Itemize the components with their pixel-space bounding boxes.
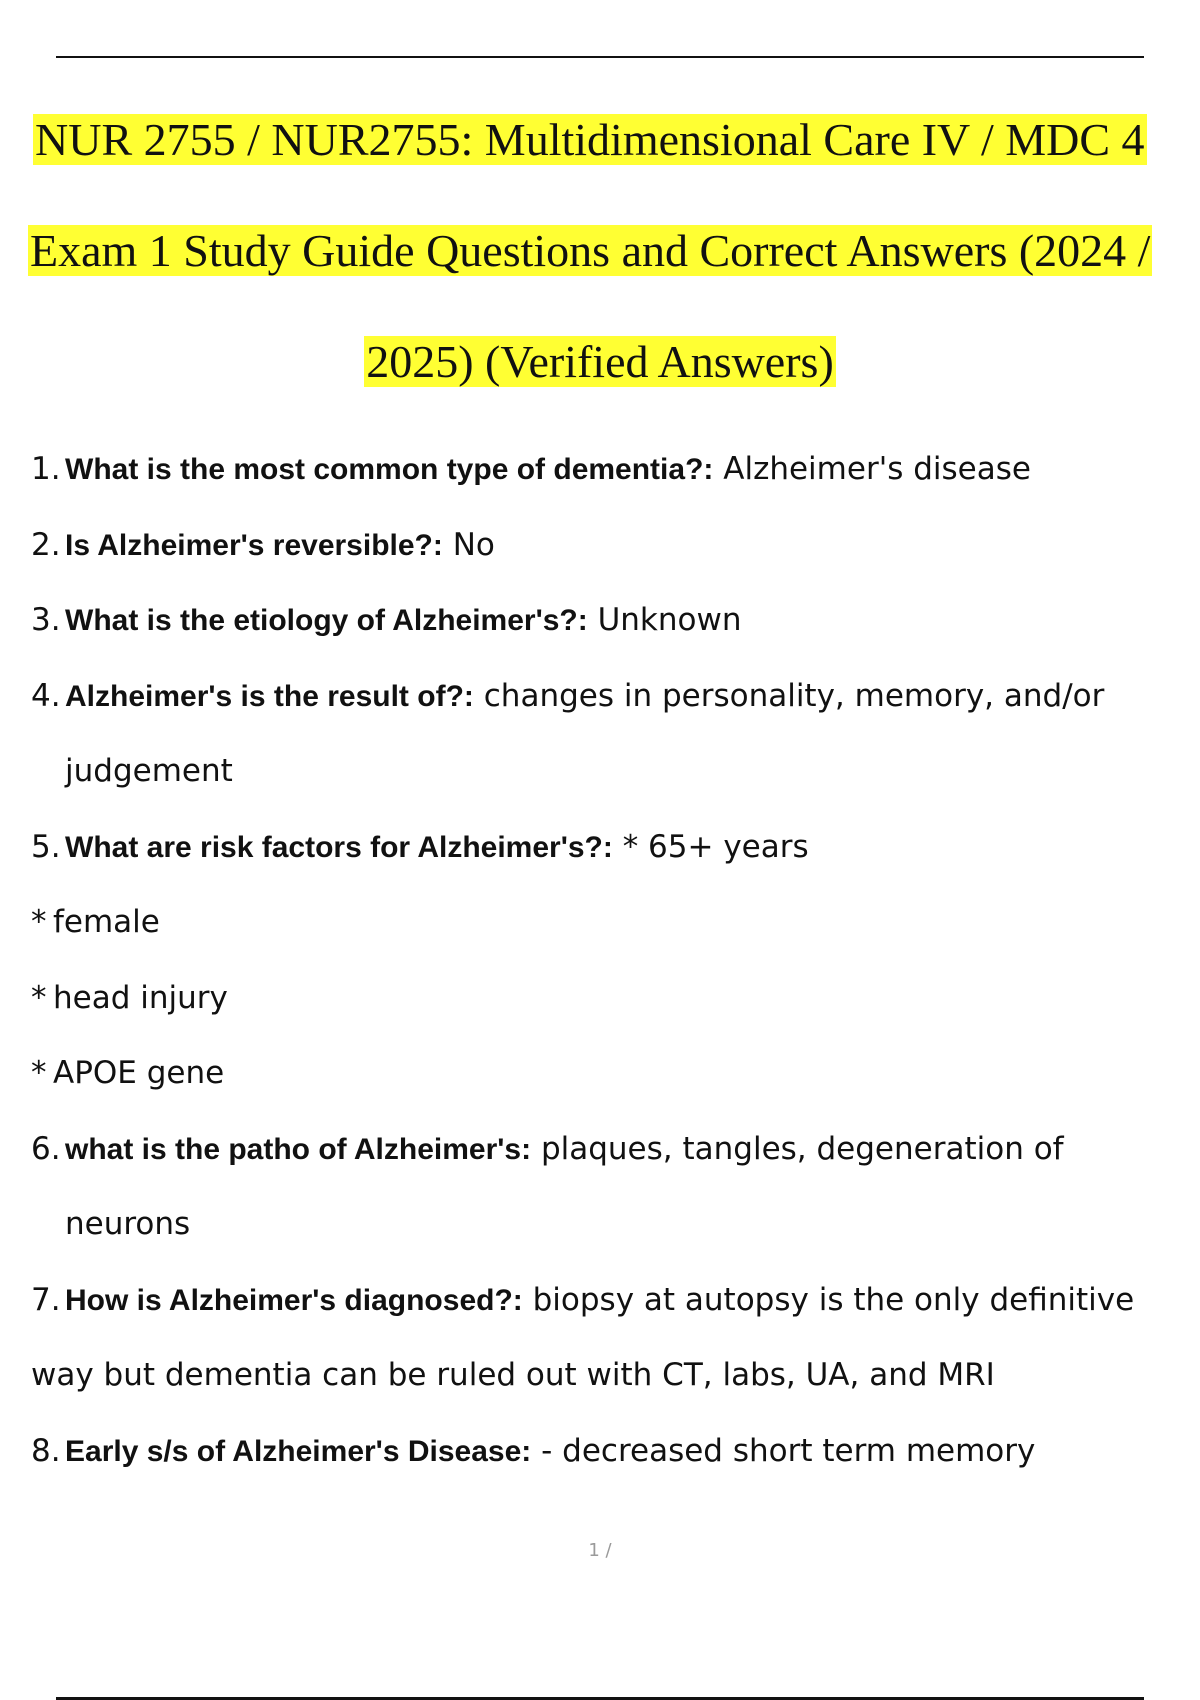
qa-item-3 — [31, 601, 1191, 640]
bullet-marker: * — [31, 1055, 47, 1091]
question-text: What are risk factors for Alzheimer's?: — [65, 831, 613, 864]
qa-item-6 — [31, 1130, 1191, 1169]
qa-item-7 — [31, 1281, 1191, 1320]
title-highlight: NUR 2755 / NUR2755: Multidimensional Care IV / MDC 4 — [35, 114, 1145, 165]
bullet-text: head injury — [53, 980, 228, 1016]
document-title-line-2 — [28, 222, 1152, 280]
item-number: 6. — [31, 1131, 61, 1167]
top-rule — [56, 56, 1144, 58]
answer-text: No — [452, 527, 495, 563]
item-number: 1. — [31, 451, 61, 487]
answer-text: Unknown — [597, 602, 742, 638]
answer-continuation: judgement — [65, 753, 233, 789]
risk-factor-bullet — [31, 1054, 224, 1092]
answer-text: * 65+ years — [622, 829, 809, 865]
question-text: Alzheimer's is the result of?: — [65, 680, 474, 713]
title-highlight: 2025) (Verified Answers) — [366, 336, 834, 387]
answer-text: plaques, tangles, degeneration of — [540, 1131, 1064, 1167]
item-number: 2. — [31, 527, 61, 563]
risk-factor-bullet — [31, 979, 228, 1017]
item-number: 5. — [31, 829, 61, 865]
question-text: What is the etiology of Alzheimer's?: — [65, 604, 588, 637]
item-number: 7. — [31, 1282, 61, 1318]
qa-item-8 — [31, 1432, 1191, 1471]
answer-continuation: way but dementia can be ruled out with CT, labs, UA, and MRI — [31, 1357, 995, 1393]
answer-continuation: neurons — [65, 1206, 191, 1242]
title-highlight: Exam 1 Study Guide Questions and Correct Answers (2024 / — [30, 225, 1151, 276]
question-text: What is the most common type of dementia?: — [65, 453, 714, 486]
qa-item-1 — [31, 450, 1191, 489]
qa-item-2 — [31, 526, 1191, 565]
question-text: Is Alzheimer's reversible?: — [65, 529, 443, 562]
answer-text: Alzheimer's disease — [723, 451, 1031, 487]
item-number: 4. — [31, 678, 61, 714]
qa-item-4 — [31, 677, 1191, 716]
bullet-text: female — [53, 904, 160, 940]
document-title-line-3 — [0, 333, 1200, 391]
bullet-marker: * — [31, 980, 47, 1016]
page-number: 1 / — [588, 1540, 612, 1561]
answer-text: - decreased short term memory — [541, 1433, 1036, 1469]
document-title-line-1 — [33, 111, 1147, 169]
answer-text: changes in personality, memory, and/or — [483, 678, 1105, 714]
question-text: How is Alzheimer's diagnosed?: — [65, 1284, 523, 1317]
item-number: 8. — [31, 1433, 61, 1469]
risk-factor-bullet — [31, 903, 160, 941]
bullet-marker: * — [31, 904, 47, 940]
qa-item-5 — [31, 828, 1191, 867]
item-number: 3. — [31, 602, 61, 638]
question-text: what is the patho of Alzheimer's: — [65, 1133, 532, 1166]
bullet-text: APOE gene — [53, 1055, 225, 1091]
question-text: Early s/s of Alzheimer's Disease: — [65, 1435, 532, 1468]
answer-text: biopsy at autopsy is the only definitive — [532, 1282, 1135, 1318]
